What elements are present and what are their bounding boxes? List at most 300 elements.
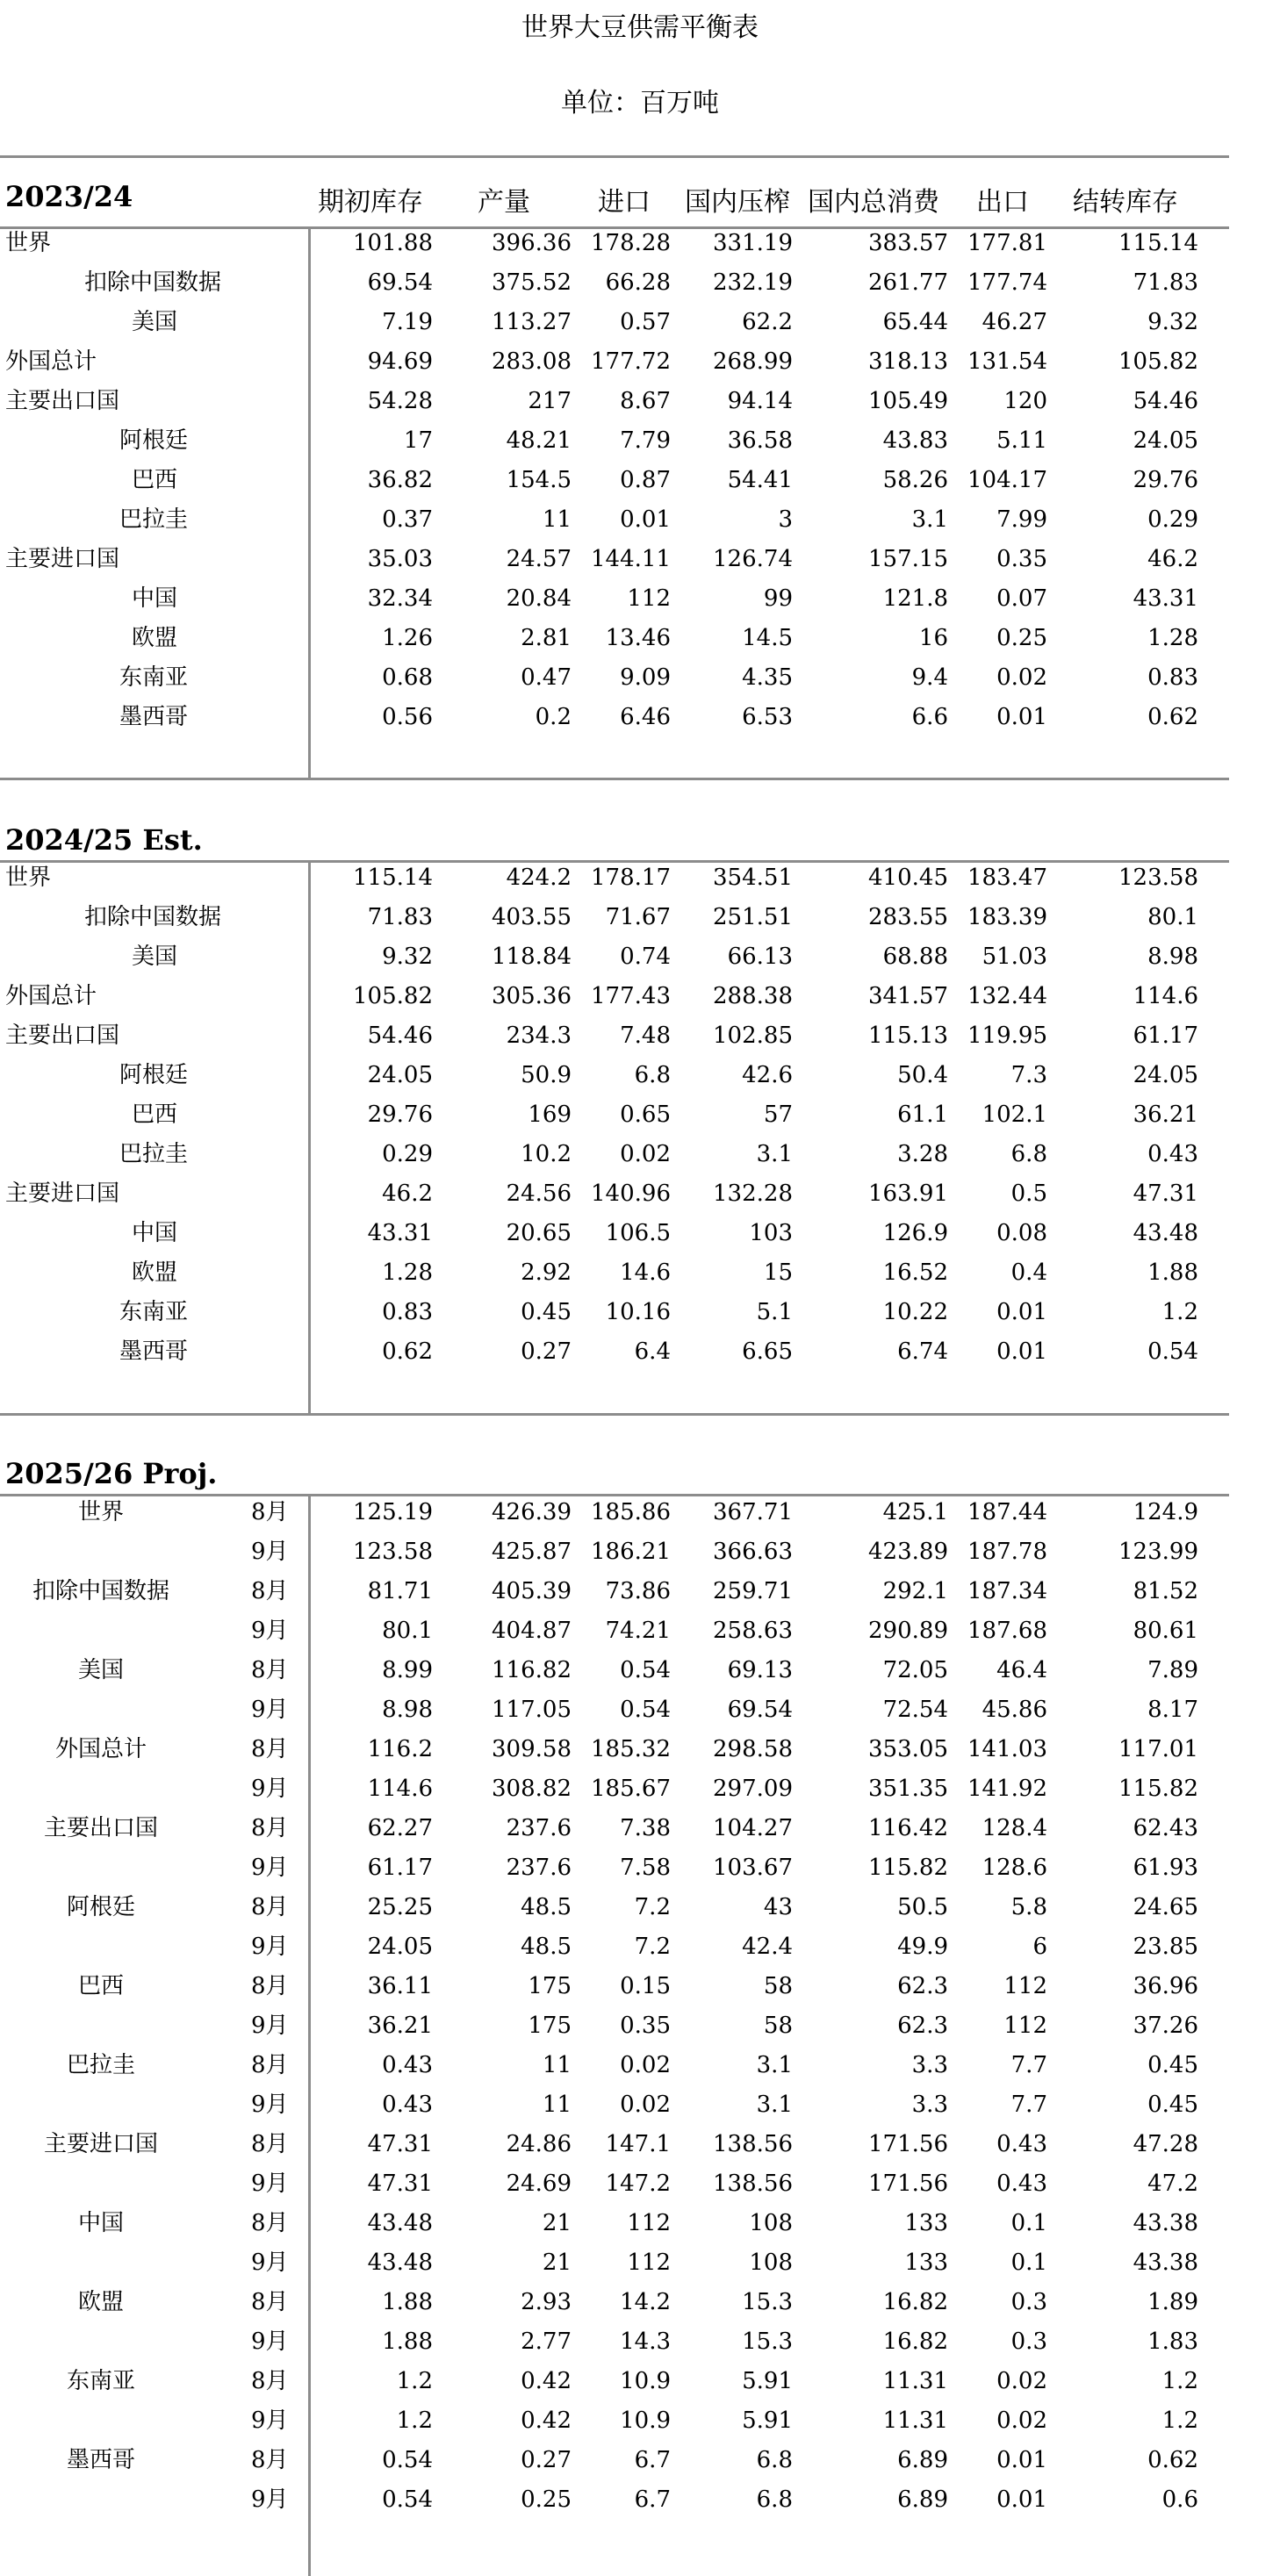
cell-value: 46.2 [382, 1180, 433, 1207]
cell-value: 69.54 [727, 1697, 793, 1723]
cell-value: 0.4 [1010, 1259, 1047, 1286]
cell-value: 47.2 [1147, 2171, 1198, 2197]
cell-value: 105.82 [353, 983, 433, 1009]
month-label: 8月 [251, 1499, 289, 1525]
cell-value: 43.48 [367, 2250, 433, 2276]
cell-value: 2.81 [521, 625, 572, 651]
cell-value: 0.1 [1010, 2210, 1047, 2236]
cell-value: 283.55 [868, 904, 948, 930]
cell-value: 71.83 [1133, 269, 1198, 296]
month-label: 9月 [251, 2407, 289, 2434]
row-label: 主要出口国 [43, 1815, 158, 1841]
cell-value: 0.62 [382, 1338, 433, 1365]
table-row [0, 1571, 1229, 1611]
cell-value: 298.58 [713, 1736, 793, 1762]
cell-value: 61.1 [897, 1101, 948, 1128]
cell-value: 54.46 [367, 1023, 433, 1049]
table-row [0, 2045, 1229, 2085]
column-header-exports: 出口 [976, 187, 1029, 218]
row-label: 主要出口国 [5, 388, 120, 414]
cell-value: 1.28 [382, 1259, 433, 1286]
cell-value: 9.09 [620, 664, 671, 691]
cell-value: 425.1 [882, 1499, 948, 1525]
table-row [0, 1173, 1229, 1214]
row-label: 巴拉圭 [119, 506, 189, 533]
cell-value: 138.56 [713, 2171, 793, 2197]
cell-value: 1.89 [1147, 2289, 1198, 2315]
cell-value: 131.54 [967, 348, 1047, 375]
cell-value: 178.17 [591, 865, 671, 891]
cell-value: 17 [403, 427, 433, 454]
cell-value: 117.05 [492, 1697, 572, 1723]
cell-value: 6.8 [1010, 1141, 1047, 1167]
cell-value: 7.3 [1010, 1062, 1047, 1088]
table-row [0, 2400, 1229, 2441]
cell-value: 80.61 [1133, 1618, 1198, 1644]
cell-value: 1.88 [1147, 1259, 1198, 1286]
cell-value: 0.01 [996, 704, 1047, 730]
table-row [0, 381, 1229, 421]
cell-value: 133 [904, 2210, 948, 2236]
row-label: 主要出口国 [5, 1023, 120, 1049]
cell-value: 104.17 [967, 467, 1047, 493]
cell-value: 5.91 [742, 2368, 793, 2394]
cell-value: 177.81 [967, 230, 1047, 256]
table-row [0, 618, 1229, 658]
table-row [0, 1808, 1229, 1848]
cell-value: 6.7 [634, 2486, 671, 2513]
cell-value: 112 [627, 2210, 671, 2236]
cell-value: 351.35 [868, 1776, 948, 1802]
cell-value: 9.4 [911, 664, 948, 691]
row-label: 欧盟 [132, 1259, 178, 1286]
cell-value: 0.25 [996, 625, 1047, 651]
cell-value: 177.43 [591, 983, 671, 1009]
cell-value: 0.08 [996, 1220, 1047, 1246]
cell-value: 3.3 [911, 2092, 948, 2118]
cell-value: 66.13 [727, 944, 793, 970]
cell-value: 62.27 [367, 1815, 433, 1841]
table-top-border [0, 155, 1229, 158]
cell-value: 147.1 [605, 2131, 671, 2157]
cell-value: 297.09 [713, 1776, 793, 1802]
cell-value: 132.28 [713, 1180, 793, 1207]
cell-value: 163.91 [868, 1180, 948, 1207]
cell-value: 0.07 [996, 585, 1047, 612]
cell-value: 1.26 [382, 625, 433, 651]
cell-value: 234.3 [506, 1023, 572, 1049]
cell-value: 115.82 [868, 1855, 948, 1881]
cell-value: 8.17 [1147, 1697, 1198, 1723]
row-label: 美国 [132, 309, 178, 335]
table-row [0, 1611, 1229, 1651]
cell-value: 24.05 [1133, 427, 1198, 454]
cell-value: 0.43 [382, 2092, 433, 2118]
cell-value: 4.35 [742, 664, 793, 691]
table-row [0, 420, 1229, 461]
cell-value: 128.4 [982, 1815, 1047, 1841]
cell-value: 6.53 [742, 704, 793, 730]
page-title: 世界大豆供需平衡表 [521, 12, 759, 43]
cell-value: 125.19 [353, 1499, 433, 1525]
cell-value: 81.52 [1133, 1578, 1198, 1604]
cell-value: 112 [1003, 2013, 1047, 2039]
cell-value: 8.98 [1147, 944, 1198, 970]
row-label: 墨西哥 [119, 1338, 189, 1365]
cell-value: 104.27 [713, 1815, 793, 1841]
cell-value: 187.68 [967, 1618, 1047, 1644]
cell-value: 259.71 [713, 1578, 793, 1604]
cell-value: 51.03 [982, 944, 1047, 970]
table-row [0, 657, 1229, 698]
cell-value: 62.43 [1133, 1815, 1198, 1841]
cell-value: 21 [542, 2210, 572, 2236]
cell-value: 185.86 [591, 1499, 671, 1525]
cell-value: 6.89 [897, 2447, 948, 2473]
month-label: 8月 [251, 2052, 289, 2078]
table-row [0, 1729, 1229, 1769]
cell-value: 383.57 [868, 230, 948, 256]
cell-value: 366.63 [713, 1539, 793, 1565]
table-row [0, 1292, 1229, 1332]
month-label: 9月 [251, 1618, 289, 1644]
cell-value: 15.3 [742, 2289, 793, 2315]
cell-value: 0.43 [1147, 1141, 1198, 1167]
cell-value: 0.29 [1147, 506, 1198, 533]
cell-value: 424.2 [506, 865, 572, 891]
cell-value: 69.13 [727, 1657, 793, 1683]
cell-value: 0.74 [620, 944, 671, 970]
month-label: 9月 [251, 2328, 289, 2355]
row-label: 东南亚 [119, 664, 189, 691]
table-row [0, 936, 1229, 977]
cell-value: 0.62 [1147, 704, 1198, 730]
cell-value: 61.17 [367, 1855, 433, 1881]
cell-value: 3.1 [756, 2052, 793, 2078]
table-row [0, 2440, 1229, 2480]
cell-value: 147.2 [605, 2171, 671, 2197]
cell-value: 6.4 [634, 1338, 671, 1365]
cell-value: 58 [763, 2013, 793, 2039]
cell-value: 50.9 [521, 1062, 572, 1088]
cell-value: 54.46 [1133, 388, 1198, 414]
table-row [0, 697, 1229, 737]
cell-value: 7.99 [996, 506, 1047, 533]
section1-bottom-border [0, 778, 1229, 780]
section2-bottom-border [0, 1413, 1229, 1416]
cell-value: 43.48 [1133, 1220, 1198, 1246]
cell-value: 113.27 [492, 309, 572, 335]
cell-value: 185.67 [591, 1776, 671, 1802]
cell-value: 187.78 [967, 1539, 1047, 1565]
row-label: 世界 [5, 230, 52, 256]
cell-value: 24.86 [506, 2131, 572, 2157]
cell-value: 1.2 [1161, 1299, 1198, 1325]
cell-value: 144.11 [591, 546, 671, 572]
cell-value: 0.42 [521, 2368, 572, 2394]
cell-value: 13.46 [605, 625, 671, 651]
cell-value: 6.7 [634, 2447, 671, 2473]
cell-value: 99 [763, 585, 793, 612]
cell-value: 177.72 [591, 348, 671, 375]
cell-value: 6.89 [897, 2486, 948, 2513]
cell-value: 24.57 [506, 546, 572, 572]
cell-value: 0.01 [996, 2447, 1047, 2473]
cell-value: 0.3 [1010, 2328, 1047, 2355]
cell-value: 425.87 [492, 1539, 572, 1565]
cell-value: 1.28 [1147, 625, 1198, 651]
table-row [0, 1887, 1229, 1927]
cell-value: 331.19 [713, 230, 793, 256]
cell-value: 0.29 [382, 1141, 433, 1167]
cell-value: 14.6 [620, 1259, 671, 1286]
cell-value: 43.83 [882, 427, 948, 454]
cell-value: 71.67 [605, 904, 671, 930]
month-label: 8月 [251, 1578, 289, 1604]
cell-value: 24.05 [367, 1934, 433, 1960]
cell-value: 183.47 [967, 865, 1047, 891]
cell-value: 124.9 [1133, 1499, 1198, 1525]
cell-value: 232.19 [713, 269, 793, 296]
cell-value: 16.82 [882, 2289, 948, 2315]
month-label: 8月 [251, 2131, 289, 2157]
month-label: 9月 [251, 1539, 289, 1565]
cell-value: 1.2 [1161, 2407, 1198, 2434]
row-label: 美国 [77, 1657, 124, 1683]
cell-value: 119.95 [967, 1023, 1047, 1049]
cell-value: 0.15 [620, 1973, 671, 1999]
cell-value: 32.34 [367, 585, 433, 612]
cell-value: 73.86 [605, 1578, 671, 1604]
cell-value: 102.1 [982, 1101, 1047, 1128]
cell-value: 1.2 [396, 2368, 433, 2394]
table-row [0, 897, 1229, 937]
cell-value: 114.6 [1133, 983, 1198, 1009]
cell-value: 36.82 [367, 467, 433, 493]
row-label: 扣除中国数据 [84, 904, 222, 930]
cell-value: 141.92 [967, 1776, 1047, 1802]
cell-value: 103 [749, 1220, 793, 1246]
cell-value: 283.08 [492, 348, 572, 375]
row-label: 阿根廷 [119, 1062, 189, 1088]
cell-value: 1.83 [1147, 2328, 1198, 2355]
row-label: 巴西 [132, 1101, 178, 1128]
cell-value: 3.1 [911, 506, 948, 533]
cell-value: 237.6 [506, 1855, 572, 1881]
section-title-2024-25: 2024/25 Est. [5, 823, 203, 857]
row-label: 主要进口国 [43, 2131, 158, 2157]
section-title-2025-26: 2025/26 Proj. [5, 1457, 218, 1490]
cell-value: 46.27 [982, 309, 1047, 335]
cell-value: 61.17 [1133, 1023, 1198, 1049]
cell-value: 69.54 [367, 269, 433, 296]
month-label: 9月 [251, 2486, 289, 2513]
cell-value: 29.76 [1133, 467, 1198, 493]
cell-value: 10.9 [620, 2407, 671, 2434]
row-label: 墨西哥 [119, 704, 189, 730]
cell-value: 36.96 [1133, 1973, 1198, 1999]
cell-value: 7.7 [1010, 2052, 1047, 2078]
row-label: 主要进口国 [5, 1180, 120, 1207]
cell-value: 0.43 [996, 2131, 1047, 2157]
cell-value: 405.39 [492, 1578, 572, 1604]
row-label: 中国 [132, 1220, 178, 1246]
cell-value: 6.74 [897, 1338, 948, 1365]
cell-value: 0.37 [382, 506, 433, 533]
cell-value: 0.43 [382, 2052, 433, 2078]
cell-value: 6.46 [620, 704, 671, 730]
cell-value: 116.2 [367, 1736, 433, 1762]
cell-value: 217 [528, 388, 572, 414]
cell-value: 0.62 [1147, 2447, 1198, 2473]
cell-value: 57 [763, 1101, 793, 1128]
table-row [0, 1094, 1229, 1135]
cell-value: 7.7 [1010, 2092, 1047, 2118]
cell-value: 187.34 [967, 1578, 1047, 1604]
cell-value: 0.43 [996, 2171, 1047, 2197]
cell-value: 0.02 [620, 1141, 671, 1167]
cell-value: 187.44 [967, 1499, 1047, 1525]
table-row [0, 223, 1229, 263]
cell-value: 112 [627, 2250, 671, 2276]
cell-value: 354.51 [713, 865, 793, 891]
cell-value: 0.02 [620, 2092, 671, 2118]
cell-value: 2.93 [521, 2289, 572, 2315]
column-header-production: 产量 [478, 187, 530, 218]
row-label: 巴西 [77, 1973, 124, 1999]
month-label: 8月 [251, 1657, 289, 1683]
cell-value: 6.8 [756, 2447, 793, 2473]
cell-value: 123.99 [1118, 1539, 1198, 1565]
cell-value: 11 [542, 2052, 572, 2078]
cell-value: 0.27 [521, 1338, 572, 1365]
cell-value: 7.58 [620, 1855, 671, 1881]
month-label: 8月 [251, 2210, 289, 2236]
cell-value: 6.8 [756, 2486, 793, 2513]
cell-value: 115.82 [1118, 1776, 1198, 1802]
table-row [0, 2321, 1229, 2362]
cell-value: 186.21 [591, 1539, 671, 1565]
cell-value: 10.9 [620, 2368, 671, 2394]
cell-value: 58.26 [882, 467, 948, 493]
cell-value: 36.58 [727, 427, 793, 454]
cell-value: 105.82 [1118, 348, 1198, 375]
cell-value: 48.5 [521, 1934, 572, 1960]
cell-value: 11 [542, 2092, 572, 2118]
table-row [0, 2084, 1229, 2125]
cell-value: 11.31 [882, 2407, 948, 2434]
table-row [0, 1331, 1229, 1372]
cell-value: 132.44 [967, 983, 1047, 1009]
cell-value: 25.25 [367, 1894, 433, 1920]
cell-value: 48.21 [506, 427, 572, 454]
table-row [0, 1650, 1229, 1690]
row-label: 世界 [77, 1499, 124, 1525]
cell-value: 0.54 [620, 1657, 671, 1683]
cell-value: 5.8 [1010, 1894, 1047, 1920]
cell-value: 0.54 [1147, 1338, 1198, 1365]
cell-value: 14.3 [620, 2328, 671, 2355]
cell-value: 141.03 [967, 1736, 1047, 1762]
cell-value: 68.88 [882, 944, 948, 970]
cell-value: 0.02 [620, 2052, 671, 2078]
cell-value: 8.67 [620, 388, 671, 414]
cell-value: 120 [1003, 388, 1047, 414]
cell-value: 0.54 [382, 2447, 433, 2473]
cell-value: 171.56 [868, 2131, 948, 2157]
month-label: 9月 [251, 1934, 289, 1960]
cell-value: 309.58 [492, 1736, 572, 1762]
cell-value: 138.56 [713, 2131, 793, 2157]
table-row [0, 460, 1229, 500]
cell-value: 71.83 [367, 904, 433, 930]
cell-value: 7.19 [382, 309, 433, 335]
cell-value: 81.71 [367, 1578, 433, 1604]
cell-value: 133 [904, 2250, 948, 2276]
cell-value: 115.14 [1118, 230, 1198, 256]
table-row [0, 539, 1229, 579]
table-row [0, 1213, 1229, 1253]
cell-value: 47.28 [1133, 2131, 1198, 2157]
row-label: 外国总计 [5, 983, 97, 1009]
row-label: 中国 [132, 585, 178, 612]
cell-value: 10.16 [605, 1299, 671, 1325]
cell-value: 102.85 [713, 1023, 793, 1049]
table-row [0, 578, 1229, 619]
cell-value: 290.89 [868, 1618, 948, 1644]
cell-value: 3.1 [756, 1141, 793, 1167]
cell-value: 43.48 [367, 2210, 433, 2236]
cell-value: 72.05 [882, 1657, 948, 1683]
cell-value: 403.55 [492, 904, 572, 930]
cell-value: 268.99 [713, 348, 793, 375]
month-label: 8月 [251, 1973, 289, 1999]
cell-value: 0.01 [996, 1338, 1047, 1365]
cell-value: 80.1 [382, 1618, 433, 1644]
cell-value: 178.28 [591, 230, 671, 256]
cell-value: 54.41 [727, 467, 793, 493]
cell-value: 1.88 [382, 2289, 433, 2315]
cell-value: 237.6 [506, 1815, 572, 1841]
cell-value: 3 [778, 506, 793, 533]
cell-value: 112 [1003, 1973, 1047, 1999]
cell-value: 410.45 [868, 865, 948, 891]
cell-value: 43 [763, 1894, 793, 1920]
cell-value: 115.13 [868, 1023, 948, 1049]
cell-value: 16.82 [882, 2328, 948, 2355]
cell-value: 0.25 [521, 2486, 572, 2513]
cell-value: 114.6 [367, 1776, 433, 1802]
cell-value: 404.87 [492, 1618, 572, 1644]
cell-value: 0.54 [382, 2486, 433, 2513]
cell-value: 0.83 [1147, 664, 1198, 691]
cell-value: 0.01 [996, 1299, 1047, 1325]
table-row [0, 1966, 1229, 2006]
cell-value: 121.8 [882, 585, 948, 612]
cell-value: 261.77 [868, 269, 948, 296]
cell-value: 8.99 [382, 1657, 433, 1683]
cell-value: 11.31 [882, 2368, 948, 2394]
cell-value: 20.65 [506, 1220, 572, 1246]
cell-value: 423.89 [868, 1539, 948, 1565]
row-label: 主要进口国 [5, 546, 120, 572]
cell-value: 105.49 [868, 388, 948, 414]
cell-value: 305.36 [492, 983, 572, 1009]
row-label: 扣除中国数据 [84, 269, 222, 296]
cell-value: 2.77 [521, 2328, 572, 2355]
cell-value: 108 [749, 2250, 793, 2276]
row-label: 扣除中国数据 [32, 1578, 169, 1604]
